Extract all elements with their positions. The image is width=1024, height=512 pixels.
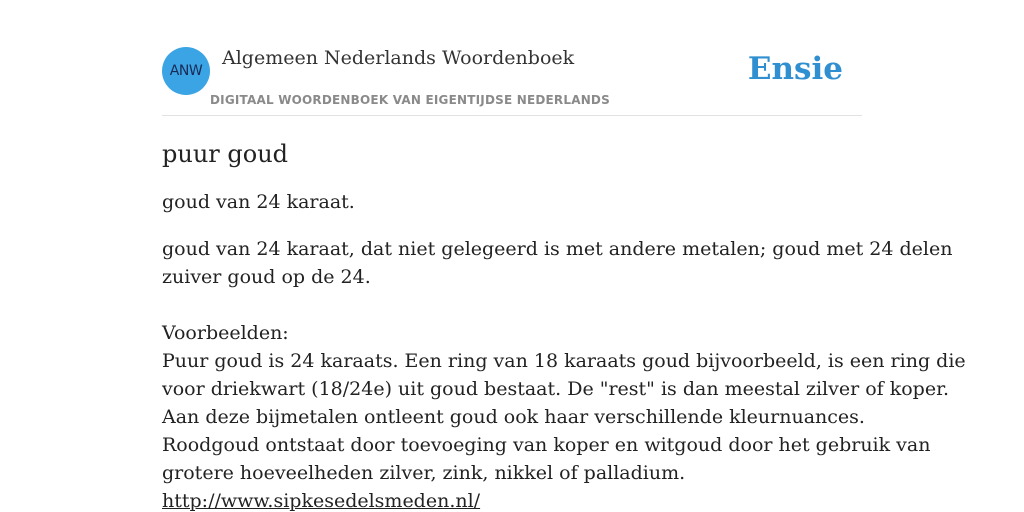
entry-headword: puur goud <box>162 140 289 168</box>
long-definition <box>162 235 953 291</box>
example-line: Aan deze bijmetalen ontleent goud ook haar verschillende kleurnuances. <box>162 406 865 428</box>
entry-content <box>162 138 966 512</box>
logo-text: ANW <box>169 63 203 79</box>
short-definition: goud van 24 karaat. <box>162 191 355 213</box>
example-line: grotere hoeveelheden zilver, zink, nikkel of palladium. <box>162 462 686 484</box>
anw-logo[interactable] <box>162 47 210 95</box>
definition-line: zuiver goud op de 24. <box>162 266 371 288</box>
examples-label: Voorbeelden: <box>162 322 289 344</box>
site-title[interactable]: Algemeen Nederlands Woordenboek <box>222 47 575 69</box>
definition-line: goud van 24 karaat, dat niet gelegeerd is met andere metalen; goud met 24 delen <box>162 238 953 260</box>
example-line: Roodgoud ontstaat door toevoeging van koper en witgoud door het gebruik van <box>162 434 931 456</box>
site-header <box>162 46 862 116</box>
site-subtitle: DIGITAAL WOORDENBOEK VAN EIGENTIJDSE NEDERLANDS <box>210 93 610 107</box>
example-line: Puur goud is 24 karaats. Een ring van 18 karaats goud bijvoorbeeld, is een ring die <box>162 350 966 372</box>
examples-section <box>162 319 966 512</box>
source-link[interactable]: http://www.sipkesedelsmeden.nl/ <box>162 490 481 512</box>
ensie-brand-link[interactable]: Ensie <box>747 51 843 87</box>
example-line: voor driekwart (18/24e) uit goud bestaat. De "rest" is dan meestal zilver of koper. <box>162 378 950 400</box>
